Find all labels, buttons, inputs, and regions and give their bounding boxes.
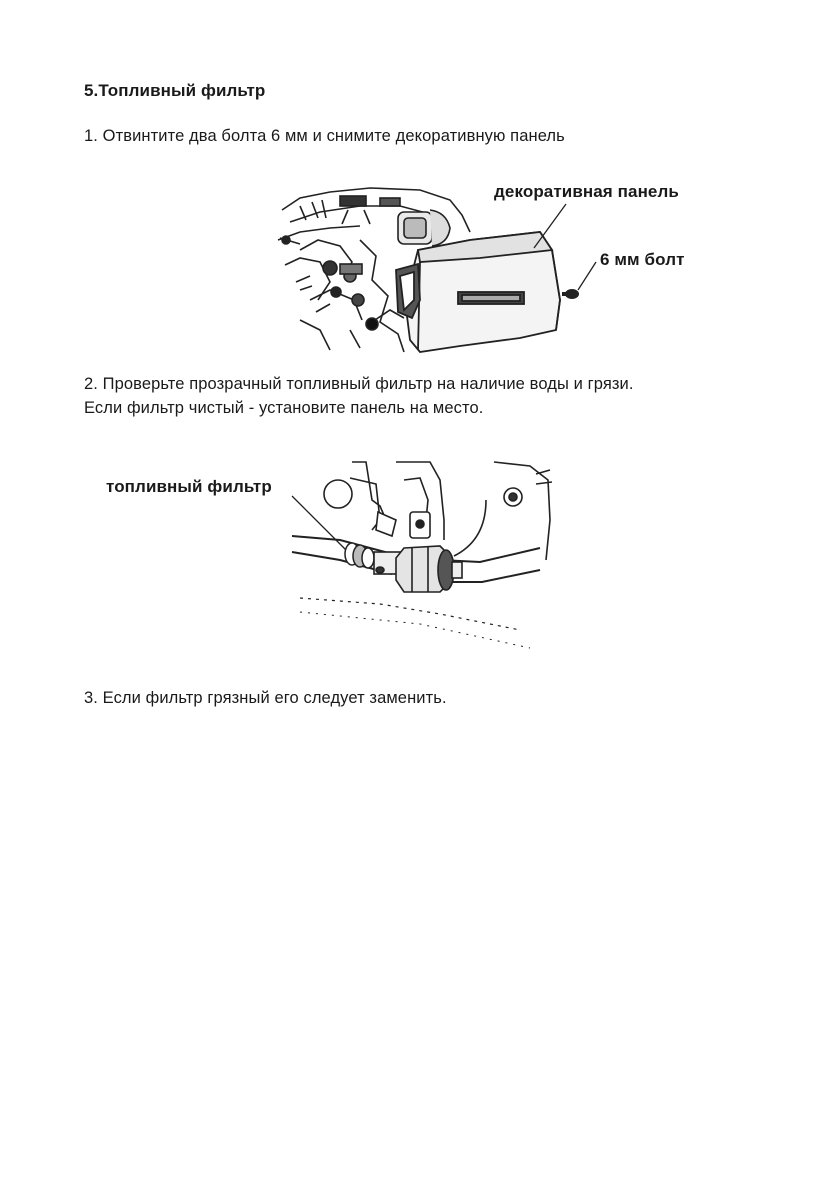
hose-clamp-icon: [345, 543, 374, 568]
label-bolt: 6 мм болт: [600, 250, 685, 269]
step-1-text: 1. Отвинтите два болта 6 мм и снимите декоративную панель: [84, 127, 565, 145]
label-decorative-panel: декоративная панель: [494, 182, 679, 201]
step-2-text: 2. Проверьте прозрачный топливный фильтр на наличие воды и грязи.: [84, 375, 634, 393]
fuel-filter-illustration: [374, 546, 462, 592]
section-title: 5.Топливный фильтр: [84, 81, 266, 100]
step-2-note: Если фильтр чистый - установите панель на место.: [84, 399, 484, 417]
step-3-text: 3. Если фильтр грязный его следует заменить.: [84, 689, 447, 707]
label-fuel-filter: топливный фильтр: [106, 477, 272, 496]
